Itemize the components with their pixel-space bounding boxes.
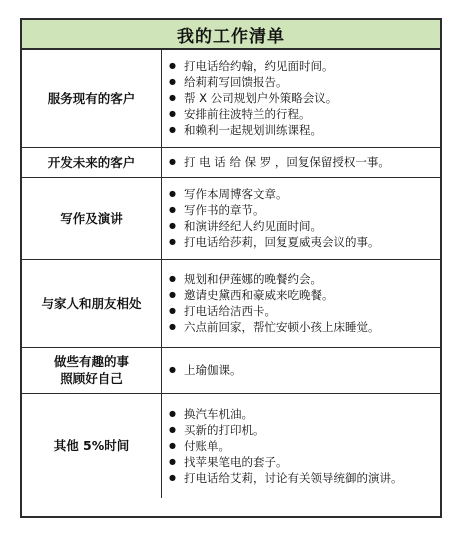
- table-row: [22, 50, 440, 147]
- list-item: ● 安排前往波特兰的行程。: [168, 106, 436, 122]
- category-cell: [22, 393, 162, 498]
- list-item: ● 打电话给约翰，约见面时间。: [168, 58, 436, 74]
- category-label: 与家人和朋友相处: [41, 295, 142, 311]
- items-cell: [162, 259, 441, 347]
- list-item: ● 付账单。: [168, 438, 436, 454]
- page-title: 我的工作清单: [22, 20, 440, 50]
- list-item: ● 换汽车机油。: [168, 406, 436, 422]
- category-label: 做些有趣的事: [53, 354, 129, 369]
- list-item: ● 打电话给莎莉，回复夏威夷会议的事。: [168, 234, 436, 250]
- items-cell: [162, 50, 441, 147]
- list-item: ● 规划和伊莲娜的晚餐约会。: [168, 271, 436, 287]
- list-item: ● 和赖利一起规划训练课程。: [168, 122, 436, 138]
- task-list: [168, 406, 436, 486]
- category-cell: [22, 147, 162, 177]
- table-row: [22, 177, 440, 259]
- task-list: [168, 271, 436, 335]
- list-item: ● 写作本周博客文章。: [168, 186, 436, 202]
- task-list: [168, 58, 436, 138]
- task-list: [168, 186, 436, 250]
- table-row: [22, 393, 440, 498]
- items-cell: [162, 147, 441, 177]
- list-item: ● 和演讲经纪人约见面时间。: [168, 218, 436, 234]
- category-label: 其他 5%时间: [53, 438, 130, 454]
- items-cell: [162, 177, 441, 259]
- list-item: ● 打电话给艾莉，讨论有关领导统御的演讲。: [168, 470, 436, 486]
- category-cell: [22, 259, 162, 347]
- task-list: [168, 154, 436, 170]
- category-cell: [22, 347, 162, 393]
- table-row: [22, 347, 440, 393]
- list-item: ● 邀请史黛西和豪威来吃晚餐。: [168, 287, 436, 303]
- list-item: ● 帮 X 公司规划户外策略会议。: [168, 90, 436, 106]
- table-row: [22, 259, 440, 347]
- checklist-grid: [22, 50, 440, 498]
- category-label: 开发未来的客户: [47, 154, 136, 170]
- category-label: 服务现有的客户: [47, 90, 136, 106]
- work-checklist-table: [20, 18, 442, 518]
- list-item: ● 六点前回家，帮忙安顿小孩上床睡觉。: [168, 319, 436, 335]
- category-label: 照顾好自己: [60, 371, 123, 386]
- list-item: ● 找苹果笔电的套子。: [168, 454, 436, 470]
- list-item: ● 给莉莉写回馈报告。: [168, 74, 436, 90]
- category-cell: [22, 177, 162, 259]
- category-label: 写作及演讲: [60, 210, 123, 226]
- items-cell: [162, 393, 441, 498]
- items-cell: [162, 347, 441, 393]
- list-item: ● 打电话给洁西卡。: [168, 303, 436, 319]
- list-item: ● 上瑜伽课。: [168, 362, 436, 378]
- list-item: ● 写作书的章节。: [168, 202, 436, 218]
- task-list: [168, 362, 436, 378]
- table-row: [22, 147, 440, 177]
- category-cell: [22, 50, 162, 147]
- list-item: ● 买新的打印机。: [168, 422, 436, 438]
- list-item: ● 打 电 话 给 保 罗 ，回复保留授权一事。: [168, 154, 436, 170]
